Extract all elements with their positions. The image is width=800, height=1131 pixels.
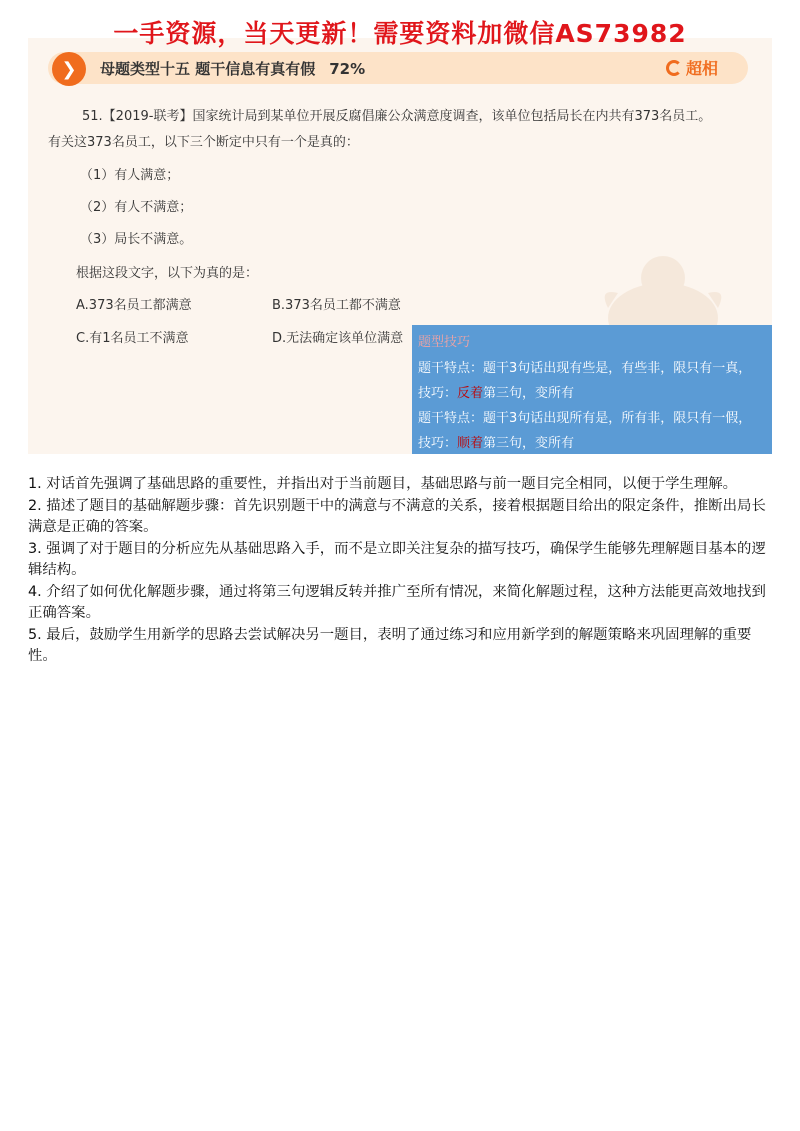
option-a: A.373名员工都满意 — [76, 298, 192, 313]
question-prompt: 根据这段文字，以下为真的是： — [76, 266, 259, 281]
note-item: 1. 对话首先强调了基础思路的重要性，并指出对于当前题目，基础思路与前一题目完全相同，以便于学生理解。 — [28, 476, 738, 492]
option-d: D.无法确定该单位满意 — [272, 331, 404, 346]
section-title-text: 母题类型十五 题干信息有真有假 — [100, 60, 316, 78]
tip-line-4-prefix: 技巧： — [418, 436, 458, 451]
statement-3: （3）局长不满意。 — [80, 232, 193, 247]
note-item: 2. 描述了题目的基础解题步骤：首先识别题干中的满意与不满意的关系，接着根据题目给出的限定条件，推断出局长满意是正确的答案。 — [28, 497, 766, 535]
section-percent: 72% — [329, 60, 366, 78]
option-c: C.有1名员工不满意 — [76, 331, 189, 346]
question-line-2: 有关这373名员工，以下三个断定中只有一个是真的： — [48, 135, 359, 150]
note-item: 5. 最后，鼓励学生用新学的思路去尝试解决另一题目，表明了通过练习和应用新学到的解题策略来巩固理解的重要性。 — [28, 626, 752, 664]
tip-line-3: 题干特点：题干3句话出现所有是，所有非，限只有一假， — [418, 411, 752, 426]
tip-line-2-prefix: 技巧： — [418, 386, 458, 401]
tip-line-2-highlight: 反着 — [457, 386, 484, 401]
tip-line-4-suffix: 第三句，变所有 — [483, 436, 575, 451]
slide-image — [28, 38, 772, 454]
tip-line-4-highlight: 顺着 — [457, 436, 484, 451]
tip-title: 题型技巧 — [418, 335, 471, 350]
tip-line-1: 题干特点：题干3句话出现有些是，有些非，限只有一真， — [418, 361, 752, 376]
tip-line-2-suffix: 第三句，变所有 — [483, 386, 575, 401]
statement-2: （2）有人不满意； — [80, 200, 193, 215]
option-b: B.373名员工都不满意 — [272, 298, 401, 313]
statement-1: （1）有人满意； — [80, 168, 180, 183]
tip-box — [412, 325, 772, 454]
chevron-right-icon: ❯ — [52, 52, 86, 86]
note-item: 3. 强调了对于题目的分析应先从基础思路入手，而不是立即关注复杂的描写技巧，确保学生能够先理解题目基本的逻辑结构。 — [28, 540, 766, 578]
promo-banner: 一手资源，当天更新！需要资料加微信AS73982 — [113, 19, 687, 48]
brand-name: 超相 — [686, 59, 719, 78]
question-text — [48, 104, 753, 156]
question-line-1: 51.【2019-联考】国家统计局到某单位开展反腐倡廉公众满意度调查，该单位包括局长在内共有373名员工。 — [82, 109, 712, 124]
tip-line-2 — [418, 382, 574, 401]
brand-logo — [666, 56, 718, 79]
tip-line-4 — [418, 432, 574, 451]
summary-notes — [28, 474, 768, 668]
note-item: 4. 介绍了如何优化解题步骤，通过将第三句逻辑反转并推广至所有情况，来简化解题过程，这种方法能更高效地找到正确答案。 — [28, 583, 766, 621]
section-title — [100, 58, 365, 79]
brand-g-icon — [666, 60, 682, 76]
